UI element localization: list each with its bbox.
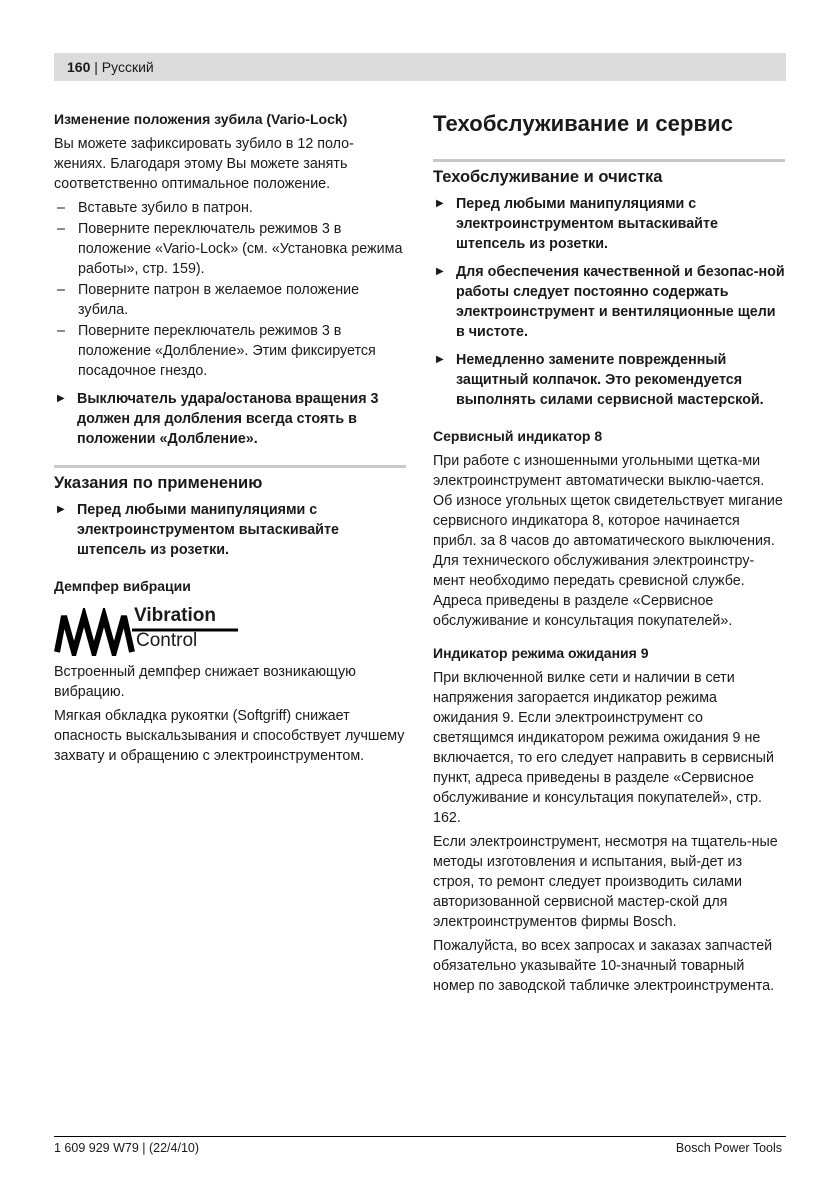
- step-item: – Вставьте зубило в патрон.: [54, 198, 406, 218]
- paragraph-repair: Если электроинструмент, несмотря на тщатель-ные методы изготовления и испытания, вый-дет из строя, то ремонт следует производить силами авторизованной сервисной мастер-ской для электроинструментов фирмы Bosch.: [433, 834, 778, 930]
- footer-rule: [54, 1136, 786, 1137]
- paragraph-service-indicator: При работе с изношенными угольными щетка-ми электроинструмент автоматически выклю-чается. Об износе угольных щеток свидетельствует мигание сервисного индикатора 8, которое начинается прибл. за 8 часов до автоматического выключения. Для технического обслуживания электроинстру-мент необходимо передать сревисной службе. Адреса приведены в разделе «Сервисное обслуживание и консультация покупателей».: [433, 453, 783, 629]
- header-language: Русский: [101, 59, 154, 75]
- logo-control: Control: [136, 630, 198, 651]
- step-item: – Поверните патрон в желаемое положение зубила.: [54, 280, 406, 320]
- footer-doc-number: 1 609 929 W79 | (22/4/10): [54, 1141, 200, 1155]
- heading-usage: Указания по применению: [54, 474, 263, 492]
- section-rule: [433, 159, 785, 162]
- switch-warning-list: [54, 389, 406, 449]
- heading-cleaning: Техобслуживание и очистка: [433, 168, 663, 186]
- header-separator: |: [90, 59, 102, 75]
- vibration-control-logo: [54, 605, 244, 656]
- paragraph-vario-lock: Вы можете зафиксировать зубило в 12 поло-жениях. Благодаря этому Вы можете занять соответственно оптимальное положение.: [54, 136, 354, 192]
- step-item: – Поверните переключатель режимов 3 в положение «Vario-Lock» (см. «Установка режима работы», стр. 159).: [54, 219, 406, 279]
- usage-warning-list: [54, 500, 406, 560]
- section-rule: [54, 465, 406, 468]
- warning-item: ▶ Перед любыми манипуляциями с электроинструментом вытаскивайте штепсель из розетки.: [433, 194, 785, 254]
- heading-vario-lock: Изменение положения зубила (Vario-Lock): [54, 111, 348, 127]
- heading-standby-indicator: Индикатор режима ожидания 9: [433, 645, 649, 661]
- warning-item: ▶ Для обеспечения качественной и безопас-ной работы следует постоянно содержать электроинструмент и вентиляционные щели в чистоте.: [433, 262, 785, 342]
- footer-brand: Bosch Power Tools: [675, 1141, 782, 1155]
- page-number: 160: [67, 59, 91, 75]
- step-item: – Поверните переключатель режимов 3 в положение «Долбление». Этим фиксируется посадочное гнездо.: [54, 321, 406, 381]
- right-column: [433, 109, 785, 1000]
- left-column: [54, 109, 406, 770]
- paragraph-spare-parts: Пожалуйста, во всех запросах и заказах запчастей обязательно указывайте 10-значный товарный номер по заводской табличке электроинструмента.: [433, 938, 775, 994]
- cleaning-warning-list: [433, 194, 785, 410]
- warning-switch: ▶ Выключатель удара/останова вращения 3 должен для долбления всегда стоять в положении «Долбление».: [54, 389, 406, 449]
- heading-service-indicator: Сервисный индикатор 8: [433, 428, 603, 444]
- page-header: [54, 53, 786, 81]
- paragraph-standby-indicator: При включенной вилке сети и наличии в сети напряжения загорается индикатор режима ожидания 9. Если электроинструмент со светящимся индикатором режима ожидания 9 не включается, то его следует направить в сервисный пункт, адреса приведены в разделе «Сервисное обслуживание и консультация покупателей», стр. 162.: [433, 670, 774, 826]
- vario-steps-list: [54, 198, 406, 381]
- heading-maintenance-service: Техобслуживание и сервис: [433, 111, 734, 136]
- warning-plug: ▶ Перед любыми манипуляциями с электроинструментом вытаскивайте штепсель из розетки.: [54, 500, 406, 560]
- warning-item: ▶ Немедленно замените поврежденный защитный колпачок. Это рекомендуется выполнять силами сервисной мастерской.: [433, 350, 785, 410]
- logo-vibration: Vibration: [134, 605, 216, 626]
- heading-damper: Демпфер вибрации: [54, 578, 191, 594]
- paragraph-damper-1: Встроенный демпфер снижает возникающую вибрацию.: [54, 664, 356, 700]
- paragraph-damper-2: Мягкая обкладка рукоятки (Softgriff) снижает опасность выскальзывания и способствует лучшему захвату и обращению с электроинструментом.: [54, 708, 405, 764]
